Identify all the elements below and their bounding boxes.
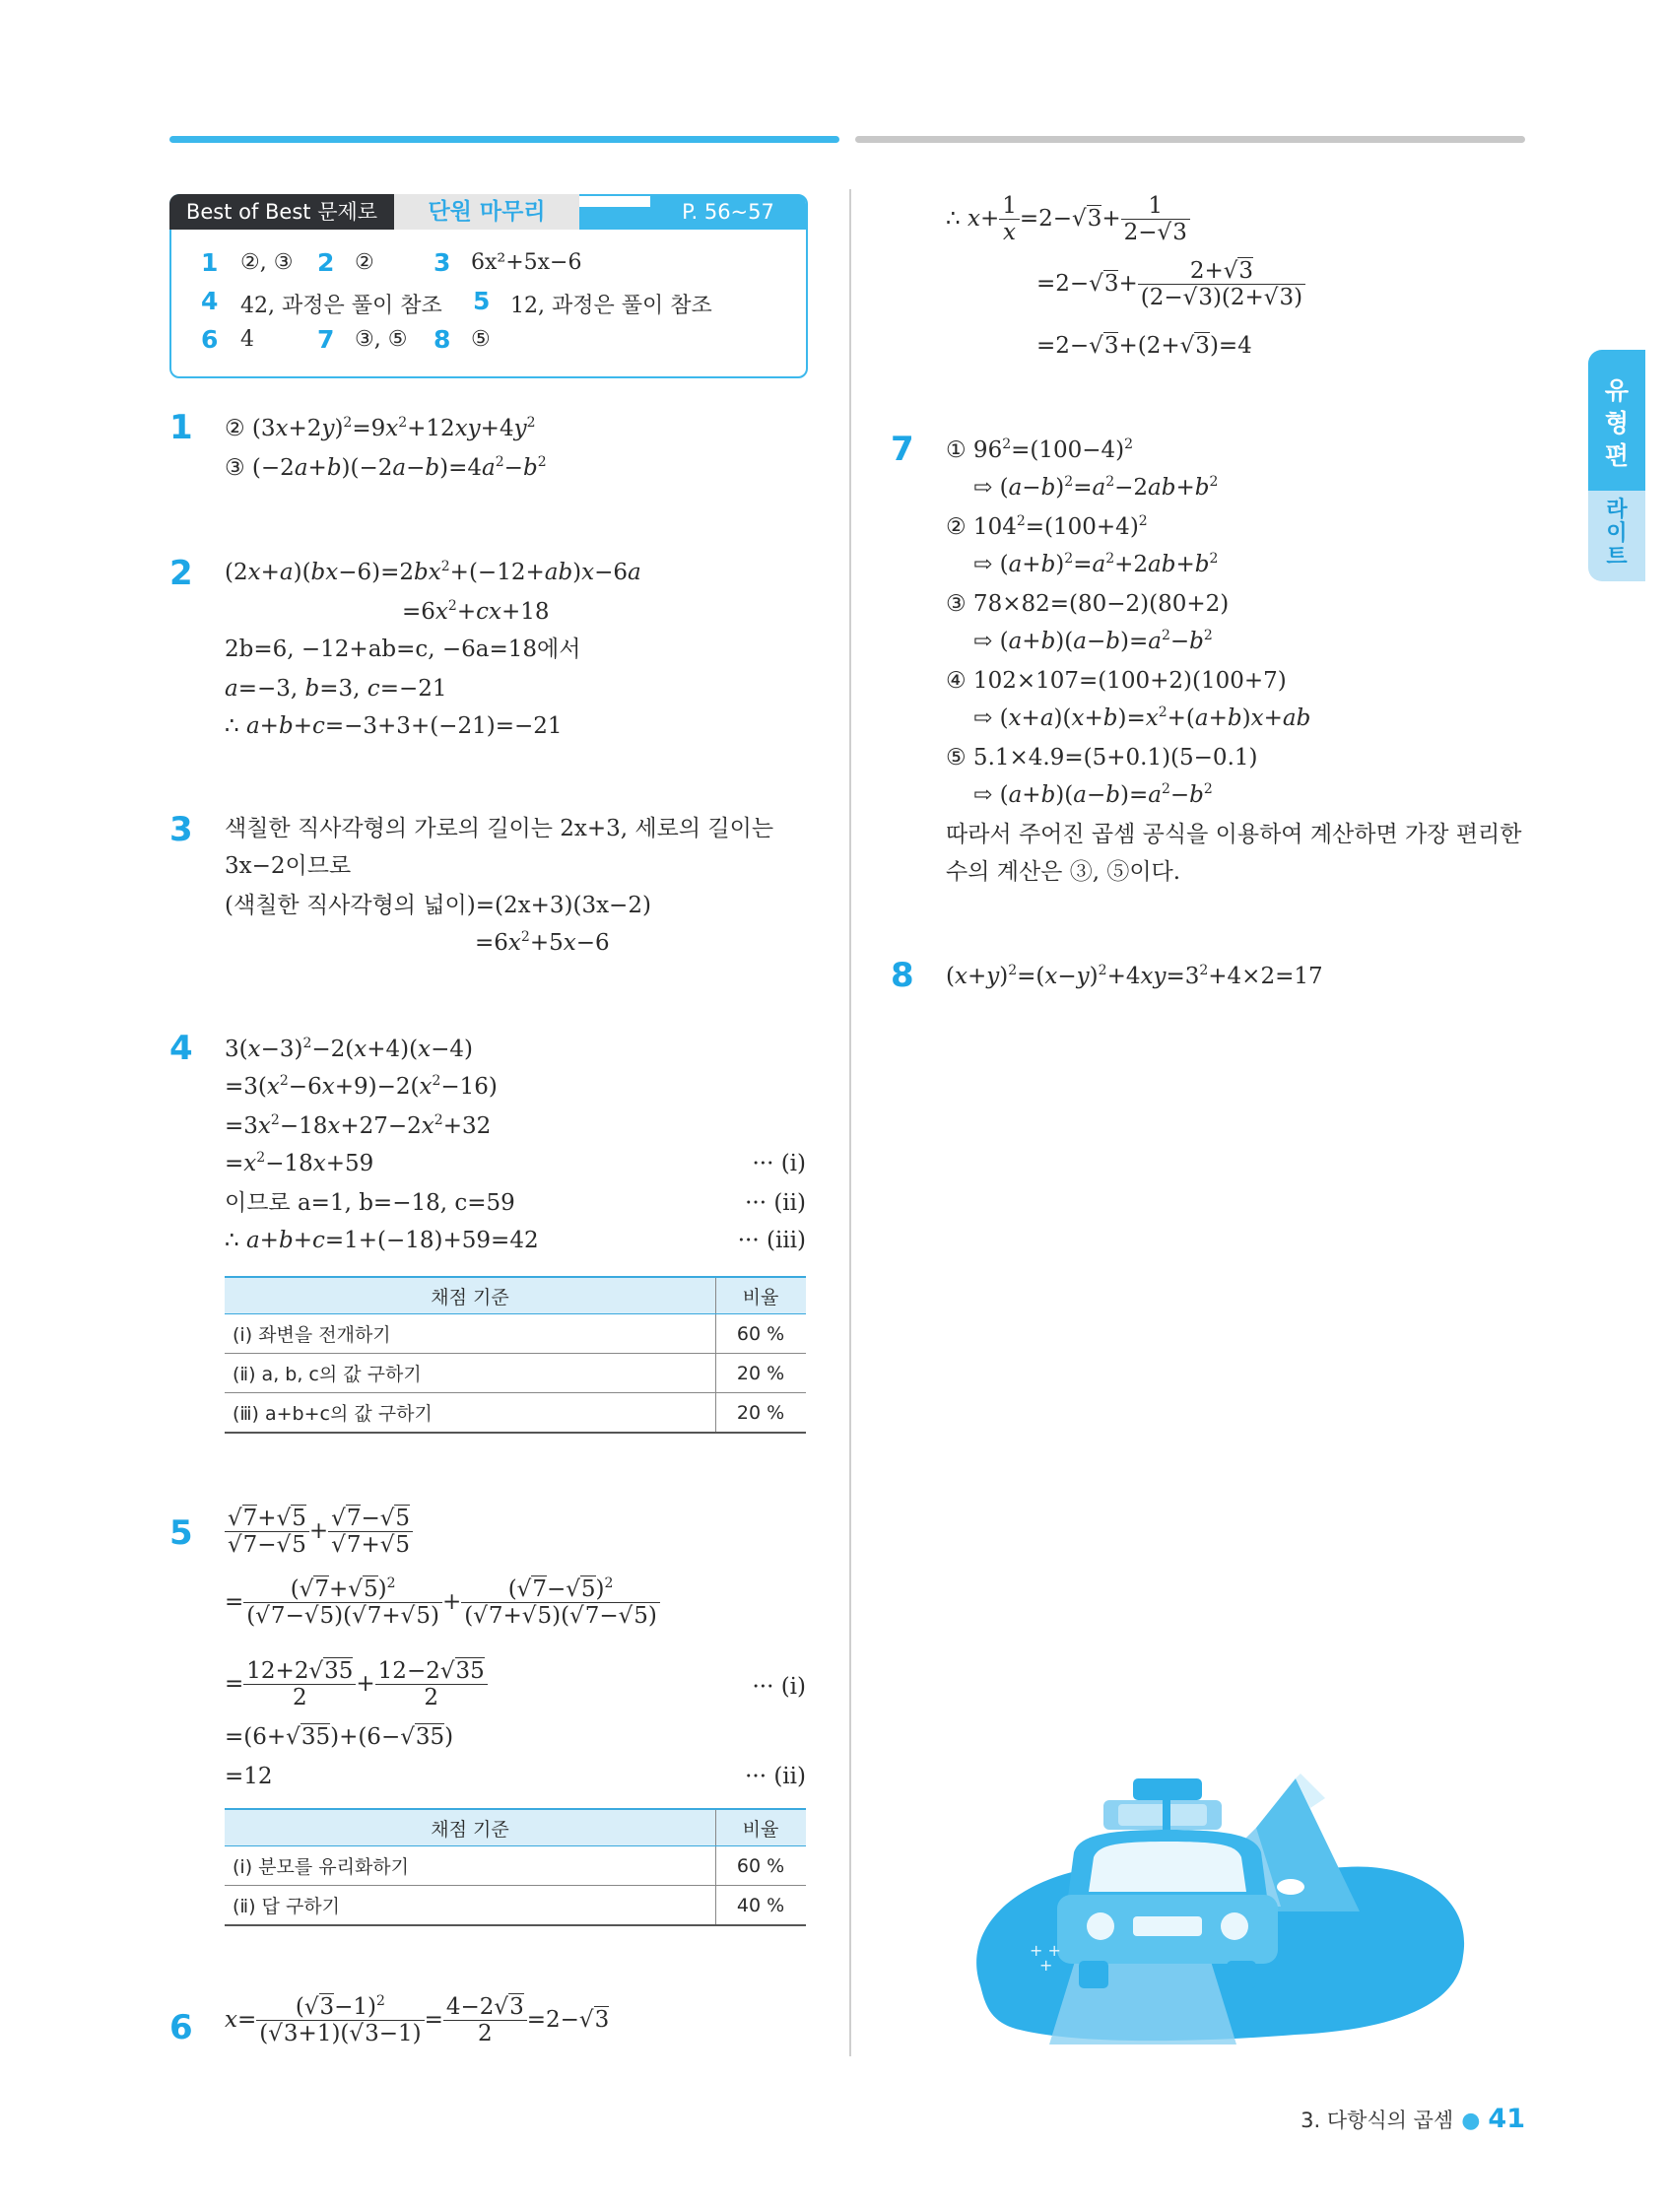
answer-number-8: 8 bbox=[434, 325, 451, 354]
answer-5: 12, 과정은 풀이 참조 bbox=[510, 294, 712, 318]
sol4-line2: $=3(x^2-6x+9)-2(x^2-16)$ bbox=[225, 1073, 498, 1100]
table5-header-ratio: 비율 bbox=[716, 1809, 807, 1846]
sol2-line1: $(2x+a)(bx-6)=2bx^2+(-12+ab)x-6a$ bbox=[225, 559, 641, 585]
answer-number-5: 5 bbox=[473, 287, 491, 315]
answer-number-7: 7 bbox=[317, 325, 335, 354]
problem-number-8: 8 bbox=[891, 956, 914, 995]
table4-header-criteria: 채점 기준 bbox=[225, 1277, 716, 1314]
sol4-line5 bbox=[225, 1192, 806, 1215]
problem-number-5: 5 bbox=[169, 1513, 193, 1553]
sol4-line6: ∴ a+b+c=1+(−18)+59=42 ··· (ⅲ) bbox=[225, 1228, 806, 1253]
problem-number-7: 7 bbox=[891, 430, 914, 469]
sol7-line2: ⇨ $(a-b)^2=a^2-2ab+b^2$ bbox=[973, 474, 1219, 501]
answer-1: ②, ③ bbox=[240, 250, 294, 275]
problem-number-2: 2 bbox=[169, 554, 193, 593]
sol7-conclusion1: 따라서 주어진 곱셈 공식을 이용하여 계산하면 가장 편리한 bbox=[946, 822, 1522, 847]
problem-number-3: 3 bbox=[169, 810, 193, 849]
sol3-line4: $=6x^2+5x-6$ bbox=[475, 929, 610, 956]
sol7-line4: ⇨ $(a+b)^2=a^2+2ab+b^2$ bbox=[973, 551, 1219, 577]
answer-number-6: 6 bbox=[201, 325, 219, 354]
footer-dot-icon: ● bbox=[1461, 2109, 1481, 2133]
sol7-line10: ⇨ $(a+b)(a-b)=a^2-b^2$ bbox=[973, 781, 1213, 808]
table4-row1: (ⅰ) 좌변을 전개하기 bbox=[225, 1314, 716, 1354]
sol7-line6: ⇨ $(a+b)(a-b)=a^2-b^2$ bbox=[973, 628, 1213, 654]
svg-text:+: + bbox=[1039, 1956, 1053, 1975]
sol4-line5-text: 이므로 a=1, b=−18, c=59 bbox=[225, 1190, 515, 1216]
sol6-line1: x= $\frac{(√3-1)^2}{(√3+1)(√3-1)}$ = $\frac{4-2√3}{2}$ =2−√3 bbox=[225, 1993, 610, 2047]
sol7-line8: ⇨ $(x+a)(x+b)=x^2+(a+b)x+ab$ bbox=[973, 704, 1311, 731]
table4-row1-ratio: 60 % bbox=[716, 1314, 807, 1354]
answer-3: 6x²+5x−6 bbox=[471, 250, 582, 275]
sol8-line1: $(x+y)^2=(x-y)^2+4xy=3^2+4\times 2=17$ bbox=[946, 963, 1323, 989]
sol4-line1: $3(x-3)^2-2(x+4)(x-4)$ bbox=[225, 1036, 474, 1062]
sol4-line3: $=3x^2-18x+27-2x^2+32$ bbox=[225, 1112, 492, 1139]
sol4-tag-iii: ··· (ⅲ) bbox=[737, 1228, 806, 1253]
car-travel-illustration bbox=[941, 1769, 1493, 2049]
sol6-cont-line3: =2−√3+(2+√3)=4 bbox=[1036, 333, 1252, 359]
tab-best-of-best: Best of Best 문제로 bbox=[169, 194, 394, 230]
answer-number-4: 4 bbox=[201, 287, 219, 315]
problem-number-4: 4 bbox=[169, 1029, 193, 1068]
scoring-table-4 bbox=[225, 1276, 806, 1434]
sol3-line1: 색칠한 직사각형의 가로의 길이는 2x+3, 세로의 길이는 bbox=[225, 816, 774, 841]
sol2-line2: $=6x^2+cx+18$ bbox=[402, 598, 550, 625]
sol1-line2: ③ $(-2a+b)(-2a-b)=4a^2-b^2$ bbox=[225, 454, 547, 481]
tab-unit-review: 단원 마무리 bbox=[394, 194, 579, 230]
side-tab-bottom-label: 라이트 bbox=[1606, 498, 1628, 570]
table4-row2-ratio: 20 % bbox=[716, 1354, 807, 1393]
sol4-tag-i: ··· (ⅰ) bbox=[752, 1151, 806, 1176]
table4-header-ratio: 비율 bbox=[716, 1277, 807, 1314]
table5-header-criteria: 채점 기준 bbox=[225, 1809, 716, 1846]
answer-8: ⑤ bbox=[471, 327, 491, 352]
sol7-conclusion2: 수의 계산은 ③, ⑤이다. bbox=[946, 859, 1181, 885]
sol6-cont-line2: =2−√3+ $\frac{2+√3}{(2-√3)(2+√3)}$ bbox=[1036, 258, 1305, 311]
sol7-line1: ① $96^2=(100-4)^2$ bbox=[946, 436, 1134, 463]
sol1-line1: ② $(3x+2y)^2=9x^2+12xy+4y^2$ bbox=[225, 415, 536, 441]
side-tab-type-section bbox=[1588, 350, 1645, 491]
footer-chapter: 3. 다항식의 곱셈 bbox=[1301, 2109, 1454, 2132]
sol4-line4: $=x^2-18x+59$ ··· (ⅰ) bbox=[225, 1150, 806, 1176]
table4-row2: (ⅱ) a, b, c의 값 구하기 bbox=[225, 1354, 716, 1393]
answer-4: 42, 과정은 풀이 참조 bbox=[240, 294, 442, 318]
answer-number-1: 1 bbox=[201, 248, 219, 277]
sol5-tag-i: ··· (ⅰ) bbox=[752, 1674, 806, 1700]
sol2-line4: a=−3, b=3, c=−21 bbox=[225, 676, 447, 702]
header-bar-right bbox=[855, 136, 1525, 143]
table5-row1: (ⅰ) 분모를 유리화하기 bbox=[225, 1846, 716, 1886]
sol7-line3: ② $104^2=(100+4)^2$ bbox=[946, 513, 1148, 540]
scoring-table-5 bbox=[225, 1808, 806, 1926]
sol5-line2: = $\frac{(√7+√5)^2}{(√7-√5)(√7+√5)}$ + $\frac{(√7-√5)^2}{(√7+√5)(√7-√5)}$ bbox=[225, 1576, 660, 1630]
sol2-line5: ∴ a+b+c=−3+3+(−21)=−21 bbox=[225, 713, 563, 739]
sol7-line9: ⑤ 5.1×4.9=(5+0.1)(5−0.1) bbox=[946, 745, 1258, 771]
answer-6: 4 bbox=[240, 327, 254, 352]
table4-row3-ratio: 20 % bbox=[716, 1393, 807, 1434]
sol5-line4: =(6+√35)+(6−√35) bbox=[225, 1724, 454, 1750]
page-number: 41 bbox=[1488, 2104, 1525, 2134]
header-bar-left bbox=[169, 136, 839, 143]
answer-number-3: 3 bbox=[434, 248, 451, 277]
sol2-line3: 2b=6, −12+ab=c, −6a=18에서 bbox=[225, 637, 581, 662]
sol3-line3: (색칠한 직사각형의 넓이)=(2x+3)(3x−2) bbox=[225, 893, 651, 918]
answer-2: ② bbox=[355, 250, 374, 275]
sol5-tag-ii: ··· (ⅱ) bbox=[745, 1764, 806, 1789]
column-divider bbox=[849, 189, 851, 2056]
sol5-line1: $\frac{√7+√5}{√7-√5}$ + $\frac{√7-√5}{√7+√5}$ bbox=[225, 1506, 413, 1559]
sol3-line2: 3x−2이므로 bbox=[225, 853, 352, 879]
answer-number-2: 2 bbox=[317, 248, 335, 277]
sol5-line5: =12 ··· (ⅱ) bbox=[225, 1764, 806, 1789]
svg-text:+ +: + + bbox=[1030, 1941, 1061, 1960]
sol4-tag-ii: ··· (ⅱ) bbox=[745, 1190, 806, 1216]
table5-row1-ratio: 60 % bbox=[716, 1846, 807, 1886]
answer-7: ③, ⑤ bbox=[355, 327, 408, 352]
table4-row3: (ⅲ) a+b+c의 값 구하기 bbox=[225, 1393, 716, 1434]
side-tab-top-label: 유형편 bbox=[1604, 376, 1630, 470]
page-footer bbox=[1301, 2104, 1525, 2134]
sol6-cont-line1: ∴ x+ $\frac{1}{x}$ =2−√3+ $\frac{1}{2-√3}$ bbox=[946, 193, 1190, 246]
side-tab-light bbox=[1588, 491, 1645, 581]
table5-row2-ratio: 40 % bbox=[716, 1886, 807, 1926]
tab-page-range: P. 56~57 bbox=[650, 194, 806, 230]
sol7-line5: ③ 78×82=(80−2)(80+2) bbox=[946, 591, 1230, 617]
problem-number-1: 1 bbox=[169, 408, 193, 447]
table5-row2: (ⅱ) 답 구하기 bbox=[225, 1886, 716, 1926]
sol7-line7: ④ 102×107=(100+2)(100+7) bbox=[946, 668, 1287, 694]
sol5-line3: = $\frac{12+2√35}{2}$ + $\frac{12-2√35}{2}$ ··· (ⅰ) bbox=[225, 1658, 806, 1711]
problem-number-6: 6 bbox=[169, 2008, 193, 2047]
